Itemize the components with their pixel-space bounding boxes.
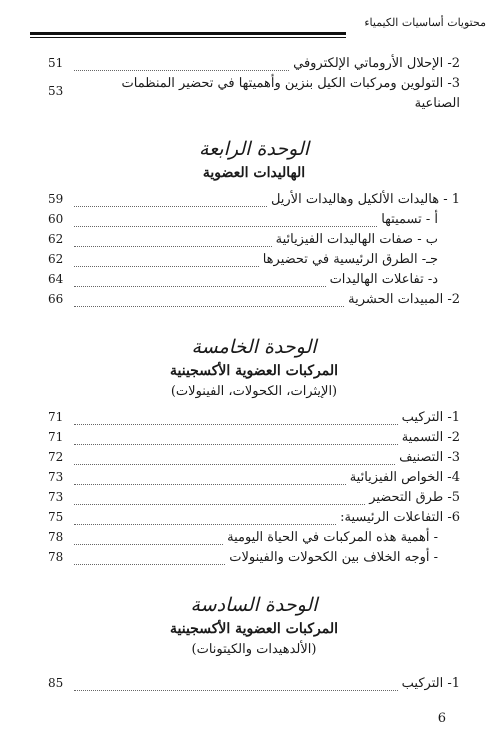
toc-entry-page: 72 [48, 450, 64, 464]
toc-entry[interactable] [48, 292, 460, 312]
toc-entry[interactable] [48, 490, 460, 510]
toc-entry-page: 64 [48, 272, 64, 286]
unit-subtitle: المركبات العضوية الأكسجينية [170, 363, 338, 379]
leader-dots [74, 523, 336, 525]
toc-entry-label: - أهمية هذه المركبات في الحياة اليومية [227, 530, 438, 545]
leader-dots [74, 305, 344, 307]
toc-entry-page: 71 [48, 410, 64, 424]
leader-dots [74, 463, 395, 465]
leader-dots [74, 563, 225, 565]
toc-entry-page: 78 [48, 550, 64, 564]
toc-entry-label: 2- التسمية [401, 430, 460, 445]
toc-entry[interactable] [48, 272, 460, 292]
toc-entry-page: 51 [48, 56, 64, 70]
header-rule-thin [30, 37, 346, 38]
leader-dots [74, 503, 365, 505]
running-header-title: محتويات أساسيات الكيمياء [364, 16, 486, 29]
leader-dots [74, 543, 223, 545]
toc-entry[interactable] [48, 430, 460, 450]
toc-entry[interactable] [48, 550, 460, 570]
leader-dots [74, 245, 272, 247]
unit4-entries [48, 192, 460, 312]
leader-dots [74, 443, 398, 445]
toc-entry-label: 2- المبيدات الحشرية [348, 292, 460, 307]
toc-entry-label: 1 - هاليدات الألكيل وهاليدات الأريل [270, 192, 460, 207]
toc-entry-page: 78 [48, 530, 64, 544]
unit5-entries [48, 410, 460, 570]
toc-entry-page: 85 [48, 676, 64, 690]
toc-entry[interactable] [48, 450, 460, 470]
unit-title: الوحدة الرابعة [198, 138, 310, 160]
toc-entry-page: 71 [48, 430, 64, 444]
toc-entry-label: 3- التولوين ومركبات الكيل بنزين وأهميتها في تحضير المنظمات [121, 76, 460, 91]
page-header [30, 10, 486, 36]
toc-entry-page: 53 [48, 84, 64, 98]
toc-entry[interactable] [48, 252, 460, 272]
toc-entry[interactable] [48, 510, 460, 530]
toc-content [48, 56, 460, 696]
unit-subtitle: الهاليدات العضوية [202, 165, 306, 181]
toc-entry-label: جـ- الطرق الرئيسية في تحضيرها [262, 252, 438, 267]
leader-dots [74, 265, 259, 267]
leader-dots [74, 689, 398, 691]
toc-entry[interactable] [48, 192, 460, 212]
toc-entry-label: 5- طرق التحضير [369, 490, 460, 505]
toc-entry[interactable] [48, 470, 460, 490]
unit-title: الوحدة السادسة [190, 594, 318, 616]
toc-entry-label: 1- التركيب [401, 676, 460, 691]
toc-entry-page: 73 [48, 490, 64, 504]
leader-dots [74, 225, 377, 227]
toc-entry-label: 2- الإحلال الأروماتي الإلكتروفي [293, 56, 460, 71]
toc-entry[interactable] [48, 530, 460, 550]
unit-title: الوحدة الخامسة [191, 336, 317, 358]
leader-dots [74, 423, 398, 425]
unit-subtitle-detail: (الإيثرات، الكحولات، الفينولات) [170, 384, 338, 399]
toc-entry-page: 59 [48, 192, 64, 206]
toc-entry[interactable] [48, 56, 460, 76]
toc-entry-page: 62 [48, 232, 64, 246]
unit6-entries [48, 676, 460, 696]
toc-entry-continuation: الصناعية [414, 96, 460, 111]
leader-spacer [74, 90, 118, 91]
leader-dots [74, 69, 289, 71]
toc-entry-page: 66 [48, 292, 64, 306]
toc-entry-page: 73 [48, 470, 64, 484]
toc-entry-label: 1- التركيب [401, 410, 460, 425]
toc-entry[interactable] [48, 676, 460, 696]
header-rule-thick [30, 32, 346, 35]
toc-entry-label: أ - تسميتها [381, 212, 438, 227]
unit-subtitle-detail: (الألدهيدات والكيتونات) [191, 642, 317, 657]
leader-dots [74, 205, 267, 207]
toc-entry[interactable] [48, 212, 460, 232]
toc-entry-label: ب - صفات الهاليدات الفيزيائية [275, 232, 438, 247]
page-number: 6 [437, 711, 446, 726]
toc-entry[interactable] [48, 76, 460, 96]
toc-entry-page: 60 [48, 212, 64, 226]
toc-entry[interactable] [48, 410, 460, 430]
toc-entry-label: 4- الخواص الفيزيائية [349, 470, 460, 485]
toc-entry-page: 75 [48, 510, 64, 524]
toc-entry-label: 3- التصنيف [399, 450, 460, 465]
toc-entry-label: - أوجه الخلاف بين الكحولات والفينولات [229, 550, 438, 565]
leader-dots [74, 285, 326, 287]
toc-entry-page: 62 [48, 252, 64, 266]
unit-subtitle: المركبات العضوية الأكسجينية [170, 621, 338, 637]
toc-entry[interactable] [48, 232, 460, 252]
toc-entry-label: د- تفاعلات الهاليدات [329, 272, 438, 287]
leader-dots [74, 483, 346, 485]
toc-entry-label: 6- التفاعلات الرئيسية: [340, 510, 460, 525]
